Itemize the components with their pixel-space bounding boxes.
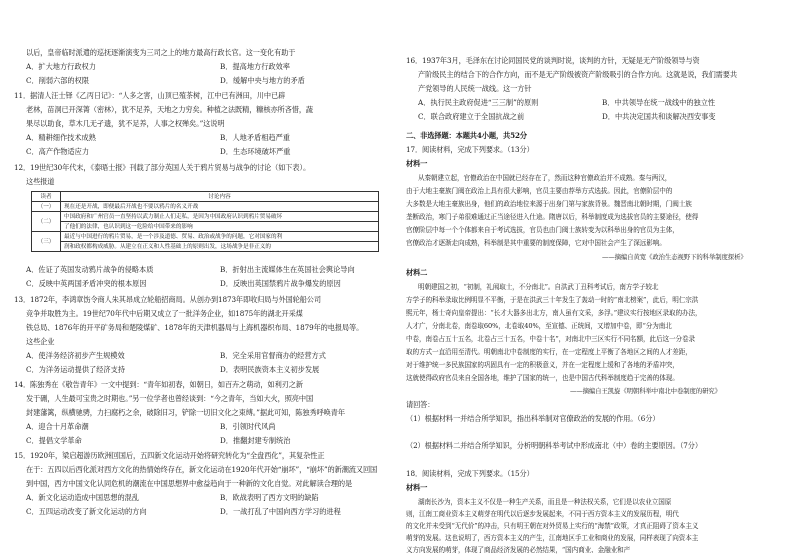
q15-option-b: B．欧战表明了西方文明的缺陷	[220, 493, 319, 502]
q12-option-a: A．佐证了英国发动鸦片战争的侵略本质	[26, 265, 154, 274]
q17-ask: 请回答：	[406, 400, 435, 409]
q12-stem-1: 12．19世纪30年代末，《泰晤士报》刊载了部分英国人关于鸦片贸易与战争的讨论（如下表）。	[14, 163, 311, 172]
q16-option-d: D．中共决定国共和谈解决西安事变	[602, 112, 716, 121]
q13-option-c: C．为洋务运动提供了经济支持	[26, 365, 125, 374]
table-cell-reader: （一）	[32, 202, 61, 212]
q17-material-1-source: ——摘编自黄宽《政治生态视野下的科举制度探析》	[602, 253, 747, 261]
table-header-row	[32, 192, 379, 202]
q14-option-b: B．引领时代风尚	[220, 422, 276, 431]
q12-stem-2: 这些报道	[26, 177, 55, 186]
table-row	[32, 212, 379, 222]
q17-sub-1: （1）根据材料一并结合所学知识，指出科举制对官僚政治的发展的作用。（6分）	[406, 414, 660, 423]
table-cell-content: 现在还是开战，即便最后开战也不要以鸦片的名义开战	[61, 202, 379, 212]
q13-stem-1: 13．1872年，李鸿章饬令商人朱其昂成立轮船招商局。从创办到1873年即收归局与外国轮船公司	[14, 295, 321, 304]
q18-material-1-line: 湖南长沙为，资本主义不仅是一种生产关系，而且是一种法权关系，它们是以农业立国原	[418, 498, 672, 506]
q14-stem-1: 14．陈独秀在《敬告青年》一文中提到：“青年如初春，如朝日，如百卉之萌动，如利刃之新	[14, 380, 303, 389]
q17-material-1-line: 官僚阶层中每一个个体都来自于考试选拔，官员也由门阀士族转变为以科举出身的官员为主体，	[406, 226, 679, 234]
q13-stem-3: 铁总局、1876年的开平矿务局和楚陵煤矿、1878年的天津机器局与上海机器织布局、1879年的电报局等。	[26, 323, 364, 332]
table-row	[32, 222, 379, 232]
q18-material-1-line: 的文化并未受到“无代价”的冲击，只有明王朝在对外贸易上实行的“海禁”政策，才真正阻碍了资本主义	[406, 522, 699, 530]
q13-option-d: D．表明民族资本主义初步发展	[220, 365, 320, 374]
table-cell-content: 了他们的法律，也认识到这一危险给中国带来的影响	[61, 222, 379, 232]
q16-stem-3: 产党领导的人民统一战线。这一方针	[418, 84, 532, 93]
right-column	[406, 0, 782, 560]
q13-stem-4: 这些企业	[26, 337, 55, 346]
q18-material-1-label: 材料一	[406, 483, 428, 492]
table-row	[32, 202, 379, 212]
q17-material-2-line: 取的方式一直沿用至清代。明朝南北中卷制度的实行，在一定程度上平衡了各地区之间的人才差距，	[406, 348, 692, 356]
q17-material-1-line: 官僚政治才逐渐走向成熟，科举制是其中重要的制度保障，它对中国社会产生了深远影响。	[406, 239, 666, 247]
q15-option-c: C．五四运动改变了新文化运动的方向	[26, 507, 147, 516]
q13-option-b: B．完全采用官督商办的经营方式	[220, 351, 326, 360]
q11-option-a: A．精耕细作技术成熟	[26, 133, 96, 142]
table-cell-content: 中国政府和广州官员一直坚持以武力制止人们走私，是因为中国政府认识到鸦片贸易破坏	[61, 212, 379, 222]
q18-stem: 18．阅读材料，完成下列要求。（15分）	[406, 469, 534, 478]
q10-option-b: B．提高地方行政效率	[220, 62, 290, 71]
q10-option-c: C．削弱六部的权限	[26, 76, 90, 85]
q12-option-c: C．反映中英两国矛盾冲突的根本原因	[26, 279, 147, 288]
q16-option-c: C．联合政府建立于全国抗战之前	[418, 112, 525, 121]
q17-stem: 17．阅读材料，完成下列要求。（13分）	[406, 145, 534, 154]
q16-stem-1: 16．1937年3月，毛泽东在讨论同国民党的谈判时说，谈判的方针，无疑是无产阶级领导与资	[406, 56, 700, 65]
q11-stem-3: 果尽以助食，草木几无孑遗，犹不足养，人事之权殚矣。”这说明	[26, 119, 225, 128]
q12-option-d: D．反映出英国禁鸦片战争爆发的原因	[220, 279, 341, 288]
q17-material-2-line: 明朝建国之初，“初制，礼闱取士，不分南北”。自洪武丁丑科考试后，南方学子较北	[418, 283, 659, 291]
q17-material-2-line: 对于维护统一多民族国家的巩固具有一定的积极意义，并在一定程度上缓和了各地的矛盾冲突，	[406, 361, 679, 369]
q17-material-2-line: 中卷，南卷占五十五名，北卷占三十五名，中卷十名”，对南北中三区实行不同名额，此后这一分卷录	[406, 335, 695, 343]
table-row	[32, 232, 379, 242]
q17-material-2-source: ——摘编自王凯旋《明朝科举中南北中卷制度的研究》	[570, 387, 721, 395]
q14-option-c: C．提倡文学革命	[26, 436, 82, 445]
q11-stem-2: 老林，苗洞已开深箐（密林），犹不足养，天地之力穷矣。种植之法既精，糠核亦所吝惜，蔬	[26, 105, 313, 114]
q15-stem-2: 在于：五四以后西化派对西方文化的热情始终存在，新文化运动在1920年代开始“崩坏”，“崩坏”的新潮流又回国	[26, 465, 378, 474]
table-cell-content: 最近与中国进行的鸦片贸易，是一个涉及道德、贸易、政治或战争的问题，它对国家的利	[61, 232, 379, 242]
q11-option-d: D．生态环境破坏严重	[220, 147, 291, 156]
q17-material-2-label: 材料二	[406, 268, 428, 277]
q16-option-b: B．中共领导在统一战线中的独立性	[602, 98, 716, 107]
q18-material-1-line: 义方向发展的萌芽，体现了商品经济发展的必然结果，“国内商业、金融业和产	[406, 546, 631, 554]
q16-option-a: A．执行民主政府促进“三三制”的原则	[418, 98, 539, 107]
table-cell-reader: （三）	[32, 232, 61, 252]
q17-material-2-line: 这就使得政府官员来自全国各地，维护了国家的统一，也是中国古代科举制度趋于完善的体现。	[406, 374, 679, 382]
left-column	[14, 0, 392, 560]
q14-stem-3: 封建藩篱，纵横驰骋，力扫腐朽之余，破除旧习，铲除一切旧文化之束缚。”据此可知，陈独秀呼唤青年	[26, 408, 345, 417]
table-cell-content: 润和政权都构成威胁。从建立在正义和人性基础上的原则出发，这场战争是非正义的	[61, 242, 379, 252]
table-row	[32, 242, 379, 252]
q13-stem-2: 竞争并取胜为主。19世纪70年代中后期又成立了一批洋务企业，如1875年的湖北开采煤	[26, 309, 303, 318]
table-header-cell: 讨论内容	[61, 192, 379, 202]
q12-table	[31, 191, 379, 252]
q18-material-1-line: 萌芽的发展。这也说明了，西方资本主义的产生，江南地区手工业和商业的发展，同样表现了向资本主	[406, 534, 699, 542]
q17-material-1-line: 从秦朝建立起，官僚政治在中国就已经存在了，然而这种官僚政治并不成熟。秦与两汉，	[418, 174, 672, 182]
table-header-cell: 读者	[32, 192, 61, 202]
q15-option-a: A．新文化运动造成中国思想的混乱	[26, 493, 140, 502]
q12-option-b: B．折射出主流媒体生在英国社会舆论导向	[220, 265, 355, 274]
q11-stem-1: 11．据清人汪士铎《乙丙日记》：“人多之害，山顶已殖茶树，江中已有洲田，川中已辟	[14, 91, 286, 100]
q17-material-1-line: 由于大地主豪族门阀在政治上具有很大影响，官员主要由荐举方式选拔。因此，官僚阶层中的	[406, 187, 673, 195]
q17-sub-2: （2）根据材料二并结合所学知识，分析明朝科举考试中形成南北（中）卷的主要原因。（7分）	[406, 441, 702, 450]
q18-material-1-line: 则，江南工商业资本主义萌芽在明代以后逐步发展起来，不同于西方资本主义的发展历程，明代	[406, 510, 679, 518]
section-heading: 二、非选择题：本题共4小题，共52分	[406, 131, 528, 140]
q11-option-c: C．高产作物适应力	[26, 147, 90, 156]
q14-option-d: D．推翻封建专制统治	[220, 436, 291, 445]
q17-material-2-line: 熙元年，杨士奇向皇帝提出：“长才大器多出北方，南人虽有文采，多浮。”建议实行按地区录取的办法，	[406, 309, 702, 317]
q15-stem-1: 15．1920年，梁启超游历欧洲回国后，五四新文化运动开始将研究转化为“全盘西化”，其复杂性正	[14, 451, 325, 460]
q10-option-d: D．缓解中央与地方的矛盾	[220, 76, 305, 85]
q15-option-d: D．一战打乱了中国向西方学习的进程	[220, 507, 341, 516]
q13-option-a: A．使洋务经济初步产生规模效	[26, 351, 125, 360]
q17-material-1-line: 大多数是大地主豪族出身，他们的政治地位来源于出身门第与家族背景。魏晋南北朝时期，门阀士族	[406, 200, 692, 208]
q10-stem-tail: 以后，皇帝临时派遣的巡抚逐渐演变为三司之上的地方最高行政长官。这一变化有助于	[26, 48, 296, 57]
q17-material-1-label: 材料一	[406, 159, 428, 168]
q17-material-2-line: 方学子的科举录取比例明显不平衡，于是在洪武三十年发生了轰动一时的“南北榜案”，此后，明仁宗洪	[406, 296, 699, 304]
q14-option-a: A．迎合十月革命潮	[26, 422, 89, 431]
q11-option-b: B．人地矛盾相趋严重	[220, 133, 290, 142]
q17-material-1-line: 垄断政治，寒门子弟很难通过正当途径进入仕途。隋唐以后，科举制度成为选拔官员的主要途径，使得	[406, 213, 699, 221]
q16-stem-2: 产阶级民主的结合下的合作方向，而不是无产阶级被资产阶级吸引的合作方向。这就是说，我们需要共	[418, 70, 737, 79]
q17-material-2-line: 人才广，分南北卷，南卷取60%，北卷取40%，至宣德、正统间，又增加中卷，即“分为南北	[406, 322, 672, 330]
table-cell-reader: （二）	[32, 212, 61, 232]
q10-option-a: A．扩大地方行政权力	[26, 62, 96, 71]
q14-stem-2: 发于硎，人生最可宝贵之时期也。”另一位学者也曾经谈到：“今之青年，当如大火，照亮中国	[26, 394, 314, 403]
q15-stem-3: 到中国，西方中国文化认同危机的潮流在中国思想界中愈益趋向于一种新的文化自觉。对此解读合理的是	[26, 479, 353, 488]
